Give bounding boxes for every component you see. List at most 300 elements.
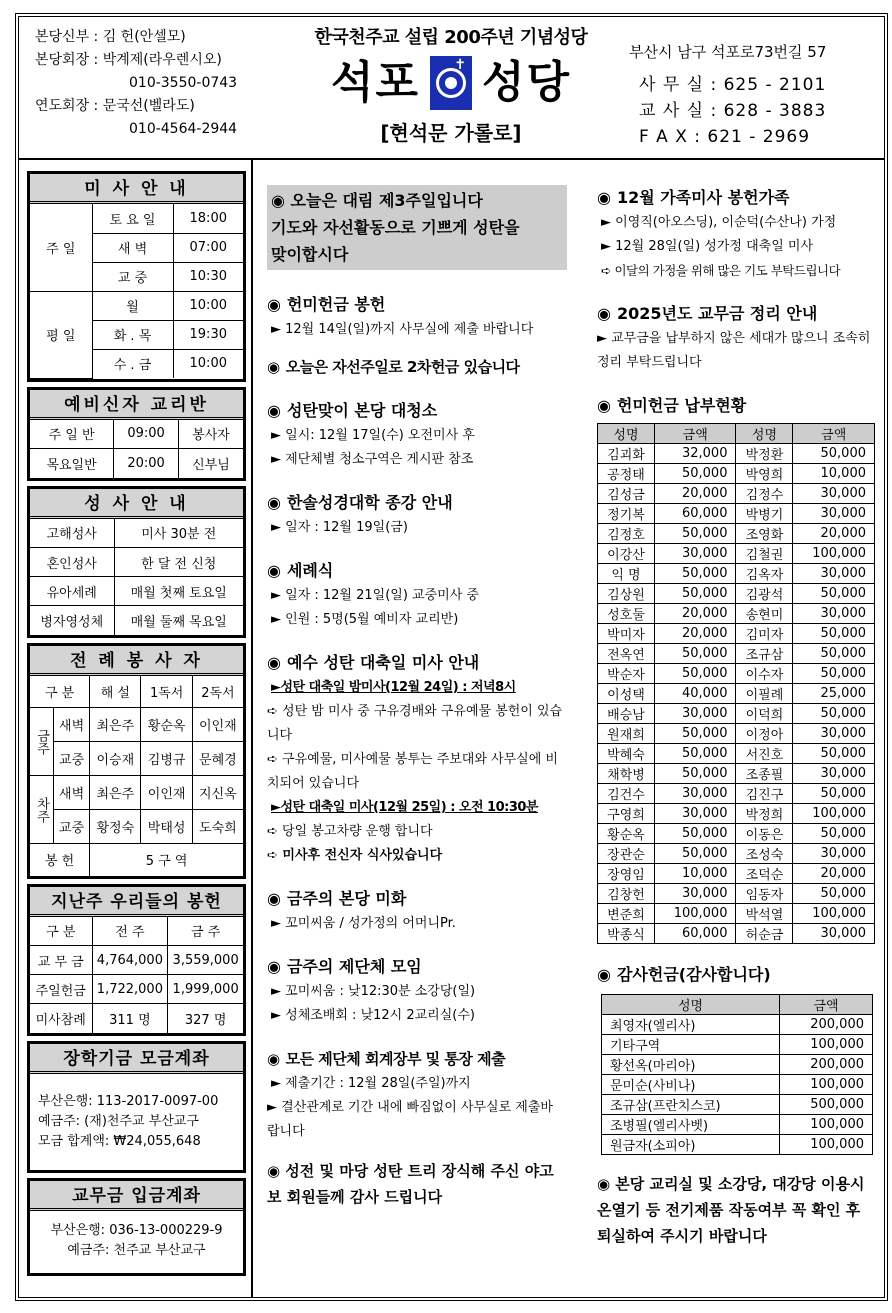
dues-notice-section [589,301,874,375]
chair-phone: 010-3550-0743 [129,75,238,91]
donor-name: 김건수 [598,784,655,804]
mass-day: 토 요 일 [92,204,173,233]
table-row [598,824,875,844]
donor-name: 변준희 [598,904,655,924]
donor-name: 익 명 [598,564,655,584]
second-reader: 도숙희 [192,810,243,844]
sodality-phone: 010-4564-2944 [129,121,238,137]
advent-banner [267,185,567,270]
notice-line: ➪ 성탄 밤 미사 중 구유경배와 구유예물 봉헌이 있습니다 [267,704,563,743]
class-time: 09:00 [114,420,179,449]
table-row [598,804,875,824]
donor-name: 이수자 [736,664,793,684]
donation-amount: 100,000 [654,904,736,924]
last-week-title: 지난주 우리들의 봉헌 [30,887,243,917]
commentator: 최은주 [90,708,141,742]
this-week-value: 3,559,000 [168,946,243,975]
fax-number: F A X : 621 - 2969 [639,127,811,147]
sacrament-info: 매월 둘째 목요일 [114,606,243,635]
notice-heading [259,886,565,912]
closing-notice: ◉ 본당 교리실 및 소강당, 대강당 이용시 온열기 등 전기제품 작동여부 꼭 확인 후 퇴실하여 주시기 바랍니다 [597,1175,865,1245]
donation-amount: 200,000 [780,1055,873,1075]
notice-section [259,886,565,936]
notice-line: ► 성체조배회 : 낮12시 2교리실(수) [271,1008,476,1023]
donor-name: 김철권 [736,544,793,564]
catechumen-title: 예비신자 교리반 [30,390,243,420]
donation-amount: 50,000 [654,644,736,664]
notice-section [259,558,565,632]
church-name-right: 성당 [482,57,572,108]
thanks-table [601,994,873,1155]
church-title-block [281,23,621,146]
donation-amount: 10,000 [654,864,736,884]
donation-amount: 50,000 [793,584,875,604]
donation-amount: 30,000 [793,504,875,524]
bullseye-icon: ◉ [267,957,281,976]
mass-day: 교 중 [92,262,173,291]
table-row [598,884,875,904]
donation-amount: 50,000 [654,744,736,764]
table-row [598,604,875,624]
notice-line: ► 12월 28일(일) 성가정 대축일 미사 [601,239,814,254]
table-row [598,904,875,924]
donation-amount: 200,000 [780,1015,873,1035]
table-row [598,764,875,784]
prev-week-value: 1,722,000 [92,975,168,1004]
notice-section [259,398,565,472]
table-row [602,1035,873,1055]
donor-name: 김정수 [736,484,793,504]
notice-heading [259,954,565,980]
donor-name: 장관순 [598,844,655,864]
donation-amount: 50,000 [654,824,736,844]
this-week-value: 327 명 [168,1004,243,1033]
donor-name: 이정아 [736,724,793,744]
donation-amount: 10,000 [793,464,875,484]
col-header: 금액 [654,424,736,444]
second-reader: 문혜경 [192,742,243,776]
donor-name: 이덕희 [736,704,793,724]
donation-amount: 30,000 [793,484,875,504]
donation-amount: 100,000 [780,1115,873,1135]
donation-amount: 60,000 [654,924,736,944]
bullseye-icon: ◉ [597,304,611,323]
col-header: 성명 [598,424,655,444]
col-header: 성명 [602,995,780,1015]
sacrament-info: 한 달 전 신청 [114,548,243,577]
donation-amount: 100,000 [780,1035,873,1055]
table-row [598,464,875,484]
second-reader: 지신옥 [192,776,243,810]
thanks-note-section [259,1158,565,1210]
donation-amount: 20,000 [793,864,875,884]
sacrament-info: 미사 30분 전 [114,519,243,548]
class-name: 주 일 반 [30,420,114,449]
notice-title: 한솔성경대학 종강 안내 [286,493,453,512]
donor-name: 김괴화 [598,444,655,464]
class-teacher: 신부님 [179,449,243,478]
donation-amount: 30,000 [654,704,736,724]
donor-name: 전옥연 [598,644,655,664]
donation-amount: 50,000 [793,644,875,664]
sacraments-box [27,486,246,638]
bullseye-icon: ◉ [597,188,611,207]
donation-amount: 50,000 [793,784,875,804]
notice-section [259,354,565,380]
sacrament-name: 혼인성사 [30,548,114,577]
family-mass-section [589,185,874,283]
notice-line: ► 인원 : 5명(5월 예비자 교리반) [271,612,459,627]
next-week-label: 차주 [30,776,54,844]
class-time: 20:00 [114,449,179,478]
donor-name: 박정희 [736,804,793,824]
mass-type: 새벽 [54,708,90,742]
offering-value: 5 구 역 [90,844,243,876]
notice-section [259,292,565,342]
tree-thanks-note: ◉ 성전 및 마당 성탄 트리 장식해 주신 야고보 회원들께 감사 드립니다 [267,1162,554,1206]
bullseye-icon: ◉ [267,401,281,420]
donation-amount: 100,000 [793,904,875,924]
bulletin-header [19,17,884,160]
donation-amount: 50,000 [654,564,736,584]
donor-name: 문미순(사비나) [602,1075,780,1095]
notice-line: ► 일자 : 12월 21일(일) 교중미사 중 [271,588,479,603]
notice-line: ► 결산관계로 기간 내에 빠짐없이 사무실로 제출바랍니다 [267,1100,553,1139]
donor-name: 이필례 [736,684,793,704]
donation-amount: 50,000 [654,764,736,784]
notice-heading [589,185,874,211]
mass-schedule-box [27,171,246,382]
last-week-table [30,917,243,1033]
donor-name: 기타구역 [602,1035,780,1055]
closing-notice-section [589,1171,874,1249]
pastor-label: 본당신부 : 김 헌(안셀모) [35,29,186,45]
donation-amount: 60,000 [654,504,736,524]
bullseye-icon: ◉ [267,493,281,512]
donor-name: 조종필 [736,764,793,784]
donor-name: 김광석 [736,584,793,604]
donor-name: 박영희 [736,464,793,484]
commentator: 황정숙 [90,810,141,844]
donor-name: 박순자 [598,664,655,684]
notice-title: 12월 가족미사 봉헌가족 [616,188,790,207]
table-row [598,844,875,864]
last-week-header: 금 주 [168,917,243,946]
notice-title: 헌미헌금 봉헌 [286,295,386,314]
prev-week-value: 311 명 [92,1004,168,1033]
office-phone: 사 무 실 : 625 - 2101 [639,75,827,95]
notice-line: ➪ 이달의 가정을 위해 많은 기도 부탁드립니다 [601,263,841,278]
col-header: 금액 [780,995,873,1015]
church-logo-icon: ✝ [430,56,472,110]
banner-line: ◉ 오늘은 대림 제3주일입니다 [271,191,483,210]
mass-day: 화 . 목 [92,320,173,349]
chair-label: 본당회장 : 박계제(라우렌시오) [35,52,222,68]
church-subtitle: 한국천주교 설립 200주년 기념성당 [314,27,588,48]
notice-title: 2025년도 교무금 정리 안내 [616,304,818,323]
scholarship-total: 모금 합계액: ₩24,055,648 [38,1133,201,1149]
mass-time: 19:30 [173,320,243,349]
table-row [598,564,875,584]
mass-day: 수 . 금 [92,349,173,378]
donation-amount: 30,000 [654,544,736,564]
christmas-day-mass: ►성탄 대축일 미사(12월 25일) : 오전 10:30분 [271,800,538,815]
notice-title: 오늘은 자선주일로 2차헌금 있습니다 [285,358,520,376]
liturgy-header: 구 분 [30,676,90,708]
table-row [602,1135,873,1155]
notice-heading [259,650,565,676]
donation-amount: 30,000 [793,924,875,944]
donation-amount: 50,000 [793,884,875,904]
notice-line: ► 꼬미씨움 / 성가정의 어머니Pr. [271,916,456,931]
notice-heading [259,558,565,584]
donor-name: 허순금 [736,924,793,944]
right-column [589,185,874,1249]
this-week-label: 금주 [30,708,54,776]
donor-name: 박종식 [598,924,655,944]
bullseye-icon: ◉ [267,653,281,672]
table-row [602,1055,873,1075]
notice-heading [259,398,565,424]
donor-name: 정기복 [598,504,655,524]
donor-name: 최영자(엘리사) [602,1015,780,1035]
staff-info [35,26,275,141]
notice-title: 성탄맞이 본당 대청소 [286,401,438,420]
notice-heading [589,962,874,988]
donor-name: 조덕순 [736,864,793,884]
bullseye-icon: ◉ [597,396,611,415]
catechism-phone: 교 사 실 : 628 - 3883 [639,101,827,121]
sacraments-table [30,519,243,635]
col-header: 성명 [736,424,793,444]
donor-name: 조규삼 [736,644,793,664]
liturgy-title: 전 례 봉 사 자 [30,646,243,676]
scholarship-box [27,1041,246,1173]
table-row [602,1075,873,1095]
donation-amount: 50,000 [654,724,736,744]
donor-name: 채학병 [598,764,655,784]
donation-amount: 30,000 [793,564,875,584]
sacrament-name: 유아세례 [30,577,114,606]
liturgy-box [27,643,246,879]
class-name: 목요일반 [30,449,114,478]
church-name [281,55,621,111]
table-row [598,444,875,464]
donation-amount: 40,000 [654,684,736,704]
notice-line: ➪ 구유예물, 미사예물 봉투는 주보대와 사무실에 비치되어 있습니다 [267,752,558,791]
donation-amount: 100,000 [793,544,875,564]
dues-account-title: 교무금 입금계좌 [30,1181,243,1211]
donation-amount: 100,000 [780,1135,873,1155]
donation-amount: 30,000 [793,844,875,864]
offerings-section [589,393,874,944]
table-row [598,544,875,564]
mass-type: 교중 [54,810,90,844]
sacraments-title: 성 사 안 내 [30,489,243,519]
donor-name: 임동자 [736,884,793,904]
mass-day: 월 [92,291,173,320]
scholarship-title: 장학기금 모금계좌 [30,1044,243,1074]
first-reader: 박태성 [141,810,192,844]
scholarship-holder: 예금주: (재)천주교 부산교구 [38,1113,199,1129]
bullseye-icon: ◉ [267,358,280,376]
contact-info [629,41,884,150]
donation-amount: 20,000 [654,624,736,644]
notice-line: ► 교무금을 납부하지 않은 세대가 많으니 조속히 정리 부탁드립니다 [597,331,871,370]
notice-title: 예수 성탄 대축일 미사 안내 [286,653,480,672]
notice-line: ► 제출기간 : 12월 28일(주일)까지 [271,1076,471,1091]
scholarship-account: 부산은행: 113-2017-0097-00 [38,1093,219,1109]
notice-heading [589,393,874,419]
donation-amount: 30,000 [654,804,736,824]
notice-title: 헌미헌금 납부현황 [616,396,747,415]
donor-name: 김미자 [736,624,793,644]
donation-amount: 50,000 [654,844,736,864]
bullseye-icon: ◉ [597,965,611,984]
table-row [598,704,875,724]
first-reader: 이인재 [141,776,192,810]
notice-line: ► 제단체별 청소구역은 게시판 참조 [271,452,474,467]
donation-amount: 20,000 [654,484,736,504]
christmas-eve-mass: ►성탄 대축일 밤미사(12월 24일) : 저녁8시 [271,680,516,695]
dues-account-holder: 예금주: 천주교 부산교구 [67,1242,206,1258]
notice-title: 세례식 [286,561,334,580]
offering-label: 봉 헌 [30,844,90,876]
donation-amount: 50,000 [793,824,875,844]
table-row [598,784,875,804]
table-row [598,504,875,524]
donation-amount: 30,000 [793,724,875,744]
notice-heading [259,1046,565,1072]
weekday-label: 평 일 [30,291,92,378]
patron-name: [현석문 가롤로] [380,121,522,145]
notice-title: 금주의 본당 미화 [286,889,407,908]
mass-schedule-table [30,204,243,379]
donation-amount: 32,000 [654,444,736,464]
notice-heading [259,292,565,318]
dues-account-number: 부산은행: 036-13-000229-9 [50,1222,223,1238]
bulletin-page [15,13,888,1301]
table-row [598,664,875,684]
last-week-header: 전 주 [92,917,168,946]
notice-title: 감사헌금(감사합니다) [616,965,771,984]
donor-name: 김창헌 [598,884,655,904]
donation-amount: 50,000 [793,744,875,764]
donation-amount: 500,000 [780,1095,873,1115]
bullseye-icon: ◉ [267,295,281,314]
liturgy-header: 1독서 [141,676,192,708]
prev-week-value: 4,764,000 [92,946,168,975]
category: 미사참례 [30,1004,92,1033]
donor-name: 박병기 [736,504,793,524]
notice-line: ► 이영직(아오스딩), 이순덕(수산나) 가정 [601,215,837,230]
donation-amount: 50,000 [654,524,736,544]
left-column [27,171,246,1281]
donor-name: 김성금 [598,484,655,504]
donor-name: 김진구 [736,784,793,804]
notice-heading [589,301,874,327]
donor-name: 조영화 [736,524,793,544]
notice-title: 금주의 제단체 모임 [286,957,422,976]
sacrament-name: 병자영성체 [30,606,114,635]
donation-amount: 50,000 [654,584,736,604]
donor-name: 원재희 [598,724,655,744]
table-row [602,1015,873,1035]
notice-title: 모든 제단체 회계장부 및 통장 제출 [285,1050,506,1068]
banner-line: 맞이합시다 [271,245,349,264]
notice-line: ► 12월 14일(일)까지 사무실에 제출 바랍니다 [271,322,534,337]
catechumen-box [27,387,246,481]
scholarship-body [30,1074,243,1170]
donor-name: 조성숙 [736,844,793,864]
donor-name: 이성택 [598,684,655,704]
mass-type: 교중 [54,742,90,776]
donor-name: 원금자(소피아) [602,1135,780,1155]
table-row [598,484,875,504]
donation-amount: 50,000 [654,464,736,484]
donation-amount: 50,000 [793,664,875,684]
donation-amount: 30,000 [793,604,875,624]
church-address: 부산시 남구 석포로73번길 57 [629,43,827,61]
donation-amount: 50,000 [793,704,875,724]
donation-amount: 50,000 [793,624,875,644]
this-week-value: 1,999,000 [168,975,243,1004]
donor-name: 황순옥 [598,824,655,844]
last-week-header: 구 분 [30,917,92,946]
first-reader: 김병규 [141,742,192,776]
donor-name: 장영임 [598,864,655,884]
sunday-label: 주 일 [30,204,92,291]
donation-amount: 50,000 [654,664,736,684]
sodality-label: 연도회장 : 문국선(벨라도) [35,98,195,114]
church-name-left: 석포 [330,57,420,108]
mass-type: 새벽 [54,776,90,810]
bullseye-icon: ◉ [267,561,281,580]
mass-day: 새 벽 [92,233,173,262]
donor-name: 이동은 [736,824,793,844]
donor-name: 김정호 [598,524,655,544]
donation-amount: 30,000 [793,764,875,784]
column-divider [251,160,253,1297]
col-header: 금액 [793,424,875,444]
table-row [598,624,875,644]
donation-amount: 50,000 [793,444,875,464]
notice-line: ► 꼬미씨움 : 낮12:30분 소강당(일) [271,984,476,999]
mass-schedule-title: 미 사 안 내 [30,174,243,204]
notice-line: ➪ 당일 봉고차량 운행 합니다 [267,824,433,839]
notice-section [259,490,565,540]
banner-line: 기도와 자선활동으로 기쁘게 성탄을 [271,218,520,237]
donor-name: 박미자 [598,624,655,644]
second-reader: 이인재 [192,708,243,742]
donor-name: 조병필(엘리사벳) [602,1115,780,1135]
christmas-mass-section [259,650,565,868]
donation-amount: 25,000 [793,684,875,704]
table-row [598,744,875,764]
notice-heading [259,354,565,380]
liturgy-header: 2독서 [192,676,243,708]
table-row [602,1115,873,1135]
liturgy-table [30,676,243,876]
donor-name: 구영희 [598,804,655,824]
mass-time: 10:00 [173,349,243,378]
offerings-table [597,423,875,944]
mass-time: 18:00 [173,204,243,233]
commentator: 이승재 [90,742,141,776]
mass-time: 07:00 [173,233,243,262]
donor-name: 박석열 [736,904,793,924]
donor-name: 김상원 [598,584,655,604]
